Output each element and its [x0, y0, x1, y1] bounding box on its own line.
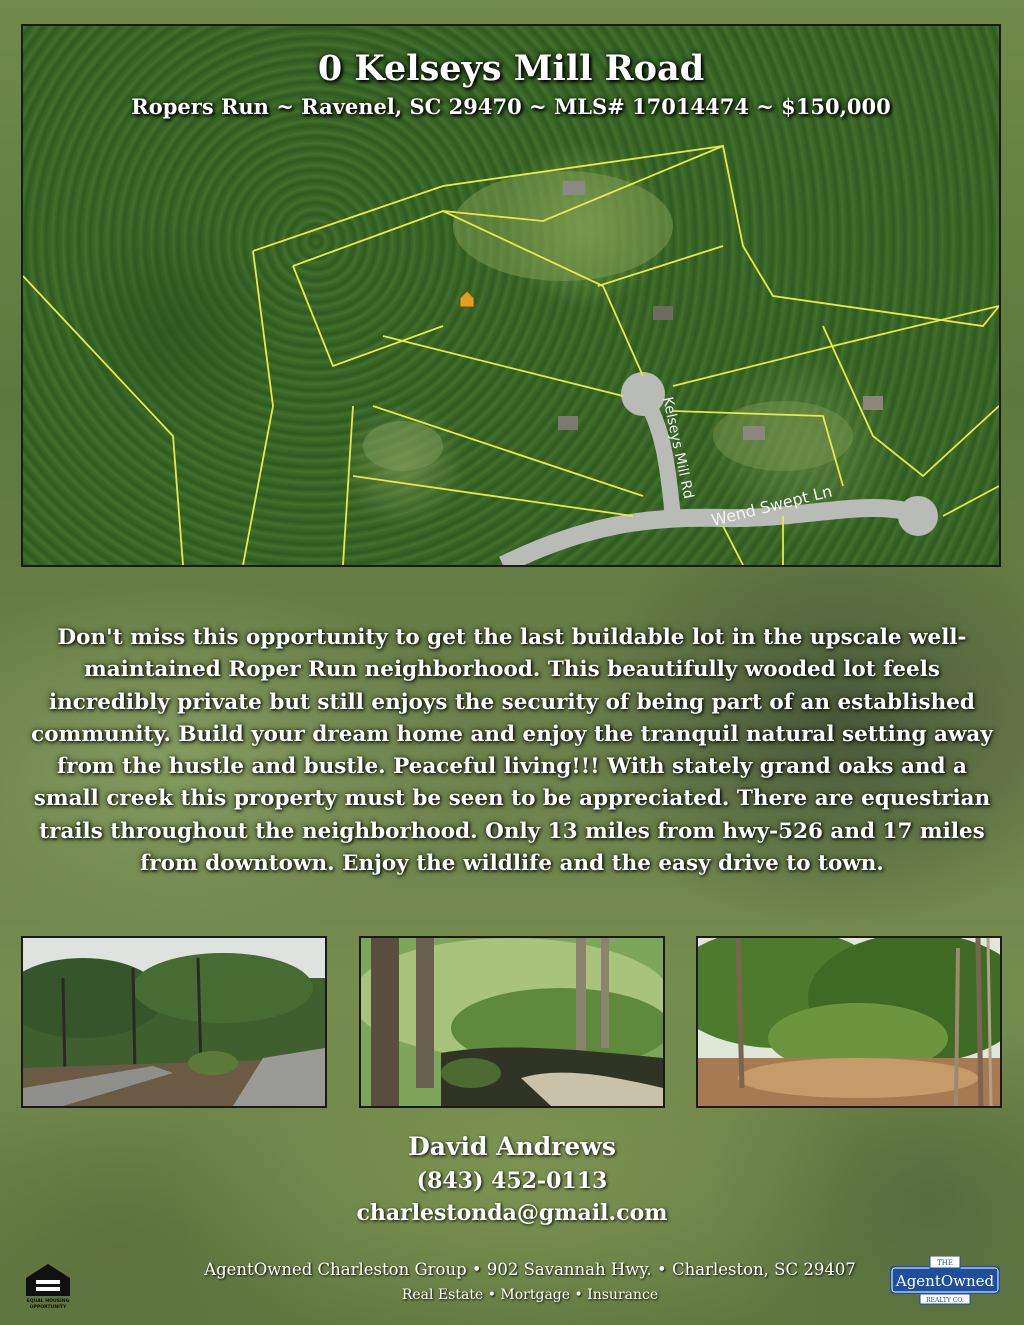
equal-housing-opportunity-icon — [22, 1258, 74, 1310]
services-line: Real Estate • Mortgage • Insurance — [401, 1287, 659, 1303]
house — [743, 426, 765, 440]
svg-text:EQUAL HOUSING: EQUAL HOUSING — [26, 1299, 70, 1304]
photo-wooded-lot — [696, 936, 1002, 1108]
agent-name: David Andrews — [408, 1132, 616, 1161]
aerial-map-photo — [21, 24, 1001, 567]
house — [563, 181, 585, 195]
agent-phone[interactable]: (843) 452-0113 — [416, 1168, 608, 1194]
listing-subtitle: Ropers Run ~ Ravenel, SC 29470 ~ MLS# 17014474 ~ $150,000 — [131, 94, 891, 119]
subject-lot-marker-icon — [460, 291, 474, 307]
listing-title: 0 Kelseys Mill Road — [317, 48, 705, 89]
svg-text:REALTY CO.: REALTY CO. — [926, 1297, 964, 1304]
house — [863, 396, 883, 410]
office-address: AgentOwned Charleston Group • 902 Savannah Hwy. • Charleston, SC 29407 — [204, 1260, 856, 1279]
cul-de-sac — [898, 496, 938, 536]
house — [558, 416, 578, 430]
clearing — [363, 421, 443, 471]
agentowned-logo — [890, 1256, 1000, 1306]
street-label-kelseys: Kelseys Mill Rd — [659, 395, 697, 501]
house — [653, 306, 673, 320]
clearing — [713, 401, 853, 471]
street-label-wend-swept: Wend Swept Ln — [709, 481, 835, 530]
svg-text:OPPORTUNITY: OPPORTUNITY — [29, 1305, 67, 1310]
svg-text:THE: THE — [937, 1259, 953, 1267]
listing-description: Don't miss this opportunity to get the last buildable lot in the upscale well-maintained Roper Run neighborhood. This beautifully wooded lot feels incredibly private but still enjoys the security of being part of an established community. Build your dream home and enjoy the tranquil natural setting away from the hustle and bustle. Peaceful living!!! With stately grand oaks and a small creek this property must be seen to be appreciated. There are equestrian trails throughout the neighborhood. Only 13 miles from hwy-526 and 17 miles from downtown. Enjoy the wildlife and the easy drive to town. — [31, 625, 993, 877]
svg-text:AgentOwned: AgentOwned — [895, 1272, 995, 1290]
cul-de-sac — [621, 372, 665, 416]
agent-email[interactable]: charlestonda@gmail.com — [356, 1200, 668, 1226]
photo-driveway — [21, 936, 327, 1108]
photo-creek — [359, 936, 665, 1108]
